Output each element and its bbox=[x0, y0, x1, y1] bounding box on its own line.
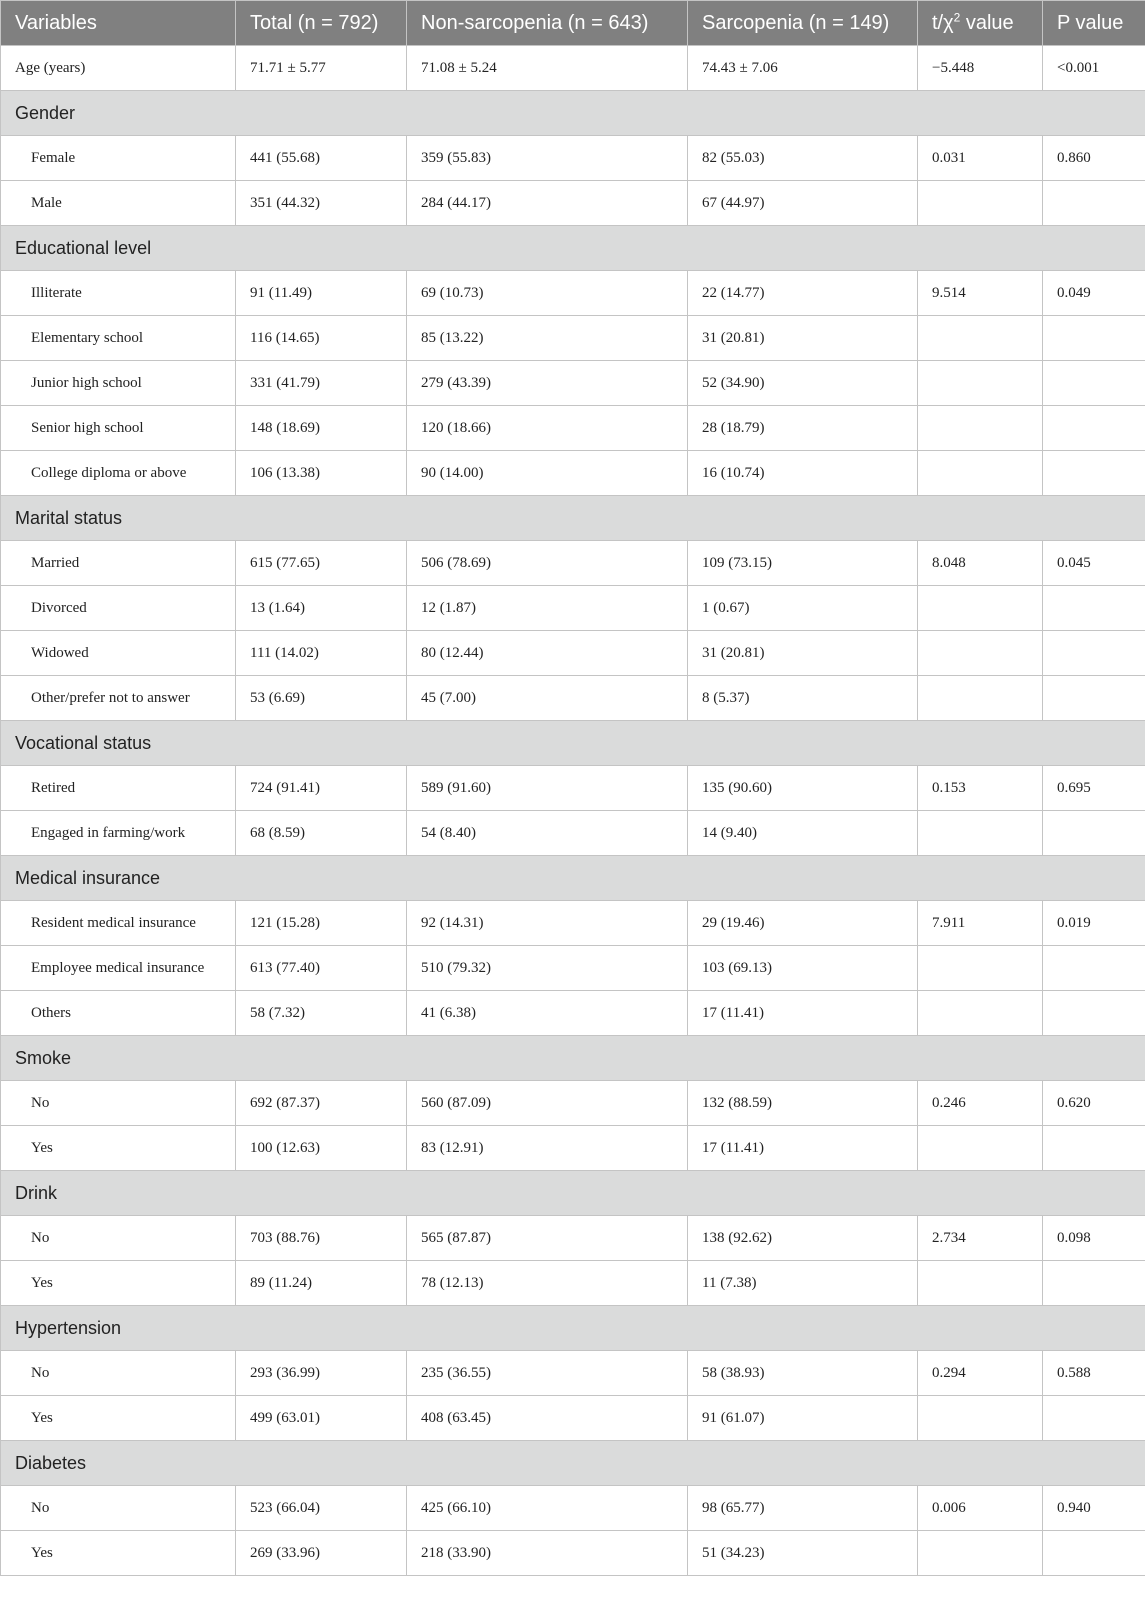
cell-sarcopenia: 82 (55.03) bbox=[688, 136, 918, 181]
cell-statistic bbox=[918, 946, 1043, 991]
table-row bbox=[1, 1261, 1145, 1306]
cell-sarcopenia: 91 (61.07) bbox=[688, 1396, 918, 1441]
cell-sarcopenia: 31 (20.81) bbox=[688, 631, 918, 676]
row-label: Other/prefer not to answer bbox=[1, 676, 236, 721]
cell-statistic bbox=[918, 1261, 1043, 1306]
cell-statistic: 2.734 bbox=[918, 1216, 1043, 1261]
row-label: Widowed bbox=[1, 631, 236, 676]
cell-sarcopenia: 67 (44.97) bbox=[688, 181, 918, 226]
cell-p-value: 0.588 bbox=[1043, 1351, 1145, 1396]
cell-non-sarcopenia: 235 (36.55) bbox=[407, 1351, 688, 1396]
header-variables: Variables bbox=[1, 1, 236, 46]
cell-non-sarcopenia: 359 (55.83) bbox=[407, 136, 688, 181]
section-title: Educational level bbox=[1, 226, 1145, 271]
cell-total: 100 (12.63) bbox=[236, 1126, 407, 1171]
section-title: Smoke bbox=[1, 1036, 1145, 1081]
cell-statistic bbox=[918, 1126, 1043, 1171]
cell-sarcopenia: 52 (34.90) bbox=[688, 361, 918, 406]
cell-total: 615 (77.65) bbox=[236, 541, 407, 586]
cell-total: 71.71 ± 5.77 bbox=[236, 46, 407, 91]
row-label: Female bbox=[1, 136, 236, 181]
table-row bbox=[1, 1081, 1145, 1126]
cell-statistic: 0.006 bbox=[918, 1486, 1043, 1531]
cell-p-value: 0.045 bbox=[1043, 541, 1145, 586]
cell-non-sarcopenia: 78 (12.13) bbox=[407, 1261, 688, 1306]
row-label: Married bbox=[1, 541, 236, 586]
section-header-vocational-status bbox=[1, 721, 1145, 766]
cell-non-sarcopenia: 69 (10.73) bbox=[407, 271, 688, 316]
table-row bbox=[1, 1126, 1145, 1171]
row-label: Resident medical insurance bbox=[1, 901, 236, 946]
cell-non-sarcopenia: 92 (14.31) bbox=[407, 901, 688, 946]
section-header-drink bbox=[1, 1171, 1145, 1216]
cell-sarcopenia: 29 (19.46) bbox=[688, 901, 918, 946]
table-row bbox=[1, 316, 1145, 361]
cell-sarcopenia: 11 (7.38) bbox=[688, 1261, 918, 1306]
table-row bbox=[1, 901, 1145, 946]
row-label: Senior high school bbox=[1, 406, 236, 451]
cell-total: 441 (55.68) bbox=[236, 136, 407, 181]
header-stat-suffix: value bbox=[960, 11, 1014, 34]
cell-sarcopenia: 17 (11.41) bbox=[688, 991, 918, 1036]
section-header-diabetes bbox=[1, 1441, 1145, 1486]
cell-total: 106 (13.38) bbox=[236, 451, 407, 496]
table-row bbox=[1, 136, 1145, 181]
table-row bbox=[1, 631, 1145, 676]
table-row bbox=[1, 1351, 1145, 1396]
row-label: Male bbox=[1, 181, 236, 226]
header-sarcopenia: Sarcopenia (n = 149) bbox=[688, 1, 918, 46]
section-title: Marital status bbox=[1, 496, 1145, 541]
cell-p-value bbox=[1043, 586, 1145, 631]
cell-statistic bbox=[918, 991, 1043, 1036]
row-label: Yes bbox=[1, 1126, 236, 1171]
cell-p-value bbox=[1043, 946, 1145, 991]
row-label: Others bbox=[1, 991, 236, 1036]
cell-total: 58 (7.32) bbox=[236, 991, 407, 1036]
cell-p-value bbox=[1043, 181, 1145, 226]
cell-sarcopenia: 98 (65.77) bbox=[688, 1486, 918, 1531]
cell-sarcopenia: 8 (5.37) bbox=[688, 676, 918, 721]
row-label: Yes bbox=[1, 1531, 236, 1576]
cell-total: 499 (63.01) bbox=[236, 1396, 407, 1441]
cell-p-value: <0.001 bbox=[1043, 46, 1145, 91]
table-row bbox=[1, 451, 1145, 496]
table-row bbox=[1, 271, 1145, 316]
cell-p-value bbox=[1043, 811, 1145, 856]
cell-statistic bbox=[918, 181, 1043, 226]
cell-total: 613 (77.40) bbox=[236, 946, 407, 991]
cell-statistic bbox=[918, 586, 1043, 631]
cell-non-sarcopenia: 408 (63.45) bbox=[407, 1396, 688, 1441]
section-header-educational-level bbox=[1, 226, 1145, 271]
cell-total: 121 (15.28) bbox=[236, 901, 407, 946]
cell-total: 111 (14.02) bbox=[236, 631, 407, 676]
cell-non-sarcopenia: 71.08 ± 5.24 bbox=[407, 46, 688, 91]
cell-sarcopenia: 138 (92.62) bbox=[688, 1216, 918, 1261]
cell-sarcopenia: 74.43 ± 7.06 bbox=[688, 46, 918, 91]
cell-sarcopenia: 132 (88.59) bbox=[688, 1081, 918, 1126]
row-label: Illiterate bbox=[1, 271, 236, 316]
table-row bbox=[1, 766, 1145, 811]
row-label: Age (years) bbox=[1, 46, 236, 91]
table-row bbox=[1, 541, 1145, 586]
row-label: Yes bbox=[1, 1261, 236, 1306]
row-label: Elementary school bbox=[1, 316, 236, 361]
cell-non-sarcopenia: 425 (66.10) bbox=[407, 1486, 688, 1531]
cell-total: 89 (11.24) bbox=[236, 1261, 407, 1306]
cell-non-sarcopenia: 45 (7.00) bbox=[407, 676, 688, 721]
header-statistic bbox=[918, 1, 1043, 46]
table-row bbox=[1, 1531, 1145, 1576]
cell-total: 293 (36.99) bbox=[236, 1351, 407, 1396]
row-label: Employee medical insurance bbox=[1, 946, 236, 991]
cell-non-sarcopenia: 12 (1.87) bbox=[407, 586, 688, 631]
header-stat-prefix: t/χ bbox=[932, 11, 954, 34]
row-label: Divorced bbox=[1, 586, 236, 631]
cell-p-value bbox=[1043, 676, 1145, 721]
cell-statistic bbox=[918, 451, 1043, 496]
cell-statistic: 0.246 bbox=[918, 1081, 1043, 1126]
header-row bbox=[1, 1, 1145, 46]
row-label: Engaged in farming/work bbox=[1, 811, 236, 856]
cell-total: 351 (44.32) bbox=[236, 181, 407, 226]
cell-statistic: 0.031 bbox=[918, 136, 1043, 181]
cell-p-value: 0.695 bbox=[1043, 766, 1145, 811]
cell-non-sarcopenia: 506 (78.69) bbox=[407, 541, 688, 586]
section-title: Drink bbox=[1, 1171, 1145, 1216]
cell-non-sarcopenia: 80 (12.44) bbox=[407, 631, 688, 676]
table-row bbox=[1, 1396, 1145, 1441]
cell-sarcopenia: 109 (73.15) bbox=[688, 541, 918, 586]
cell-sarcopenia: 22 (14.77) bbox=[688, 271, 918, 316]
row-label: No bbox=[1, 1486, 236, 1531]
row-label: Retired bbox=[1, 766, 236, 811]
row-label: No bbox=[1, 1216, 236, 1261]
row-label: No bbox=[1, 1081, 236, 1126]
table-row bbox=[1, 811, 1145, 856]
cell-p-value bbox=[1043, 1126, 1145, 1171]
cell-statistic bbox=[918, 1396, 1043, 1441]
table-row bbox=[1, 946, 1145, 991]
section-title: Gender bbox=[1, 91, 1145, 136]
section-header-smoke bbox=[1, 1036, 1145, 1081]
cell-non-sarcopenia: 218 (33.90) bbox=[407, 1531, 688, 1576]
section-header-marital-status bbox=[1, 496, 1145, 541]
cell-total: 523 (66.04) bbox=[236, 1486, 407, 1531]
cell-total: 53 (6.69) bbox=[236, 676, 407, 721]
cell-sarcopenia: 17 (11.41) bbox=[688, 1126, 918, 1171]
cell-total: 116 (14.65) bbox=[236, 316, 407, 361]
cell-total: 13 (1.64) bbox=[236, 586, 407, 631]
cell-non-sarcopenia: 510 (79.32) bbox=[407, 946, 688, 991]
table-row bbox=[1, 181, 1145, 226]
section-title: Medical insurance bbox=[1, 856, 1145, 901]
cell-statistic bbox=[918, 316, 1043, 361]
cell-sarcopenia: 31 (20.81) bbox=[688, 316, 918, 361]
table-row bbox=[1, 1486, 1145, 1531]
header-p-value: P value bbox=[1043, 1, 1145, 46]
cell-non-sarcopenia: 83 (12.91) bbox=[407, 1126, 688, 1171]
cell-p-value bbox=[1043, 1531, 1145, 1576]
cell-p-value bbox=[1043, 1396, 1145, 1441]
cell-total: 331 (41.79) bbox=[236, 361, 407, 406]
row-label: Junior high school bbox=[1, 361, 236, 406]
cell-non-sarcopenia: 560 (87.09) bbox=[407, 1081, 688, 1126]
cell-statistic bbox=[918, 631, 1043, 676]
cell-p-value: 0.019 bbox=[1043, 901, 1145, 946]
cell-statistic bbox=[918, 676, 1043, 721]
cell-statistic bbox=[918, 1531, 1043, 1576]
cell-non-sarcopenia: 41 (6.38) bbox=[407, 991, 688, 1036]
cell-non-sarcopenia: 279 (43.39) bbox=[407, 361, 688, 406]
cell-p-value bbox=[1043, 316, 1145, 361]
cell-non-sarcopenia: 284 (44.17) bbox=[407, 181, 688, 226]
cell-statistic: 8.048 bbox=[918, 541, 1043, 586]
cell-total: 692 (87.37) bbox=[236, 1081, 407, 1126]
table-row bbox=[1, 676, 1145, 721]
header-stat-sup: 2 bbox=[953, 9, 961, 24]
cell-sarcopenia: 103 (69.13) bbox=[688, 946, 918, 991]
cell-non-sarcopenia: 120 (18.66) bbox=[407, 406, 688, 451]
cell-statistic: 7.911 bbox=[918, 901, 1043, 946]
cell-sarcopenia: 14 (9.40) bbox=[688, 811, 918, 856]
cell-p-value bbox=[1043, 451, 1145, 496]
row-label: No bbox=[1, 1351, 236, 1396]
cell-sarcopenia: 58 (38.93) bbox=[688, 1351, 918, 1396]
cell-total: 703 (88.76) bbox=[236, 1216, 407, 1261]
cell-p-value: 0.098 bbox=[1043, 1216, 1145, 1261]
cell-total: 91 (11.49) bbox=[236, 271, 407, 316]
section-title: Hypertension bbox=[1, 1306, 1145, 1351]
cell-statistic bbox=[918, 811, 1043, 856]
cell-p-value bbox=[1043, 406, 1145, 451]
table-row-age bbox=[1, 46, 1145, 91]
cell-statistic: 0.294 bbox=[918, 1351, 1043, 1396]
cell-p-value: 0.049 bbox=[1043, 271, 1145, 316]
cell-p-value bbox=[1043, 991, 1145, 1036]
table-row bbox=[1, 991, 1145, 1036]
section-header-hypertension bbox=[1, 1306, 1145, 1351]
cell-statistic bbox=[918, 406, 1043, 451]
cell-statistic: −5.448 bbox=[918, 46, 1043, 91]
section-header-medical-insurance bbox=[1, 856, 1145, 901]
cell-non-sarcopenia: 54 (8.40) bbox=[407, 811, 688, 856]
table-row bbox=[1, 586, 1145, 631]
cell-total: 148 (18.69) bbox=[236, 406, 407, 451]
section-title: Diabetes bbox=[1, 1441, 1145, 1486]
table-row bbox=[1, 361, 1145, 406]
section-title: Vocational status bbox=[1, 721, 1145, 766]
cell-p-value bbox=[1043, 361, 1145, 406]
cell-total: 68 (8.59) bbox=[236, 811, 407, 856]
cell-non-sarcopenia: 589 (91.60) bbox=[407, 766, 688, 811]
cell-sarcopenia: 16 (10.74) bbox=[688, 451, 918, 496]
header-total: Total (n = 792) bbox=[236, 1, 407, 46]
table-row bbox=[1, 406, 1145, 451]
row-label: College diploma or above bbox=[1, 451, 236, 496]
section-header-gender bbox=[1, 91, 1145, 136]
cell-statistic: 0.153 bbox=[918, 766, 1043, 811]
header-non-sarcopenia: Non-sarcopenia (n = 643) bbox=[407, 1, 688, 46]
cell-non-sarcopenia: 565 (87.87) bbox=[407, 1216, 688, 1261]
row-label: Yes bbox=[1, 1396, 236, 1441]
cell-statistic: 9.514 bbox=[918, 271, 1043, 316]
cell-p-value: 0.940 bbox=[1043, 1486, 1145, 1531]
cell-total: 724 (91.41) bbox=[236, 766, 407, 811]
cell-p-value: 0.860 bbox=[1043, 136, 1145, 181]
table-row bbox=[1, 1216, 1145, 1261]
cell-total: 269 (33.96) bbox=[236, 1531, 407, 1576]
cell-p-value bbox=[1043, 631, 1145, 676]
cell-sarcopenia: 1 (0.67) bbox=[688, 586, 918, 631]
cell-non-sarcopenia: 85 (13.22) bbox=[407, 316, 688, 361]
cell-statistic bbox=[918, 361, 1043, 406]
cell-sarcopenia: 51 (34.23) bbox=[688, 1531, 918, 1576]
cell-sarcopenia: 28 (18.79) bbox=[688, 406, 918, 451]
cell-p-value: 0.620 bbox=[1043, 1081, 1145, 1126]
cell-p-value bbox=[1043, 1261, 1145, 1306]
cell-non-sarcopenia: 90 (14.00) bbox=[407, 451, 688, 496]
cell-sarcopenia: 135 (90.60) bbox=[688, 766, 918, 811]
